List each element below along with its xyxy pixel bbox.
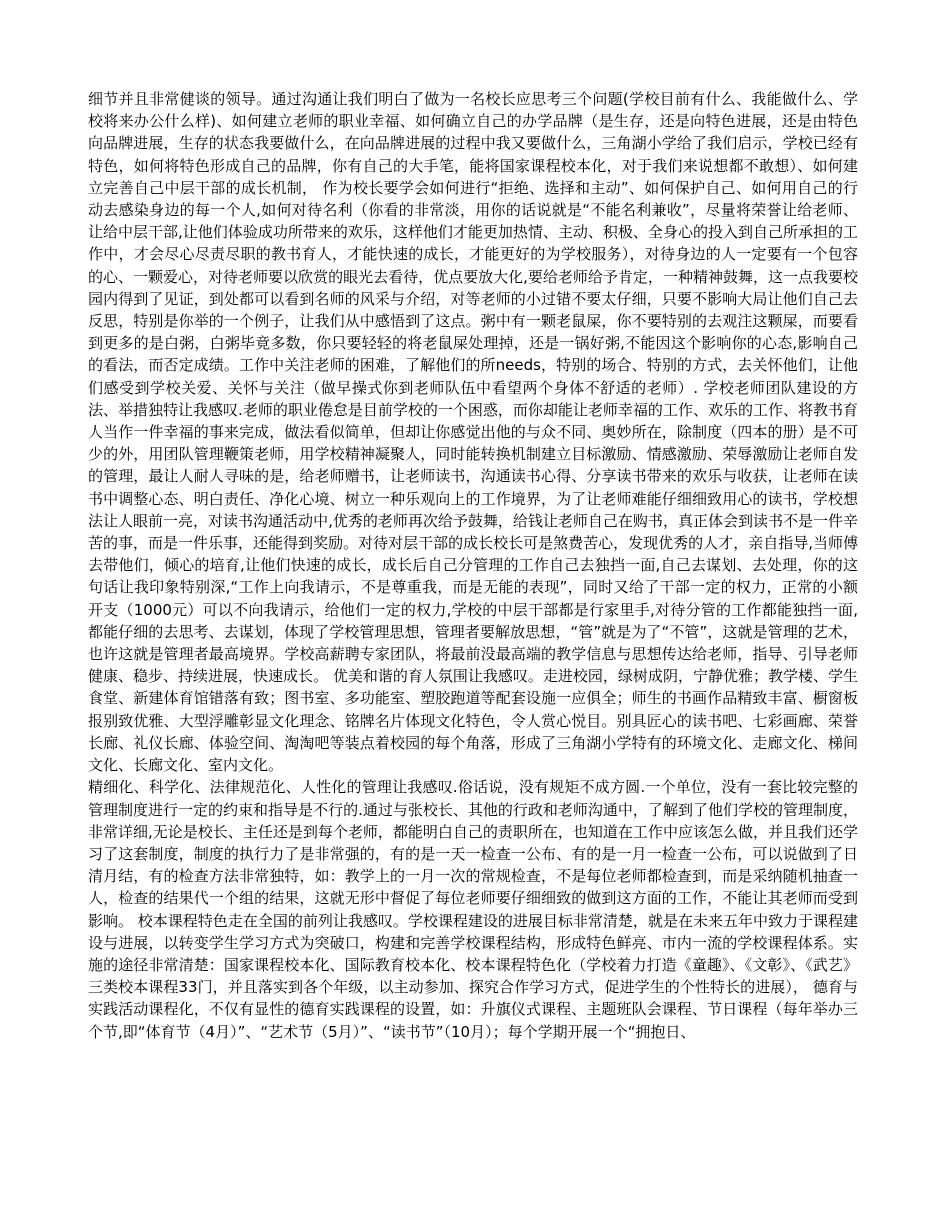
- body-paragraph-2: 精细化、科学化、法律规范化、人性化的管理让我感叹.俗话说，没有规矩不成方圆.一个单位，没有一套比较完整的管理制度进行一定的约束和指导是不行的.通过与张校长、其他的行政和老师沟通中，了解到了他们学校的管理制度，非常详细,无论是校长、主任还是到每个老师，都能明白自己的责职所在，也知道在工作中应该怎么做，并且我们还学习了这套制度，制度的执行力了是非常强的，有的是一天一检查一公布、有的是一月一检查一公布，可以说做到了日清月结，有的检查方法非常独特，如：教学上的一月一次的常规检查，不是每位老师都检查到，而是采纳随机抽查一人，检查的结果代一个组的结果，这就无形中督促了每位老师要仔细细致的做到这方面的工作，不能让其老师而受到影响。 校本课程特色走在全国的前列让我感叹。学校课程建设的进展目标非常清楚，就是在未来五年中致力于课程建设与进展，以转变学生学习方式为突破口，构建和完善学校课程结构，形成特色鲜亮、市内一流的学校课程体系。实施的途径非常清楚：国家课程校本化、国际教育校本化、校本课程特色化（学校着力打造《童趣》、《文彰》、《武艺》三类校本课程33门，并且落实到各个年级，以主动参加、探究合作学习方式，促进学生的个性特长的进展）， 德育与实践活动课程化，不仅有显性的德育实践课程的设置，如：升旗仪式课程、主题班队会课程、节日课程（每年举办三个节,即“体育节（4月）”、“艺术节（5月）”、“读书节”（10月）；每个学期开展一个“拥抱日、: [88, 778, 858, 1041]
- body-paragraph-1: 细节并且非常健谈的领导。通过沟通让我们明白了做为一名校长应思考三个问题(学校目前有什么、我能做什么、学校将来办公什么样)、如何建立老师的职业幸福、如何确立自己的办学品牌（是生存，还是向特色进展，还是由特色向品牌进展，生存的状态我要做什么，在向品牌进展的过程中我又要做什么，三角湖小学给了我们启示，学校已经有特色，如何将特色形成自己的品牌，你有自己的大手笔，能将国家课程校本化，对于我们来说想都不敢想）、如何建立完善自己中层干部的成长机制， 作为校长要学会如何进行“拒绝、选择和主动”、如何保护自己、如何用自己的行动去感染身边的每一个人,如何对待名利（你看的非常淡，用你的话说就是“不能名利兼收”，尽量将荣誉让给老师、让给中层干部,让他们体验成功所带来的欢乐，这样他们才能更加热情、主动、积极、全身心的投入到自己所承担的工作中，才会尽心尽责尽职的教书育人，才能快速的成长，才能更好的为学校服务），对待身边的人一定要有一个包容的心、一颗爱心，对待老师要以欣赏的眼光去看待，优点要放大化,要给老师给予肯定，一种精神鼓舞，这一点我要校园内得到了见证，到处都可以看到名师的风采与介绍，对等老师的小过错不要太仔细，只要不影响大局让他们自己去反思，特别是你举的一个例子，让我们从中感悟到了这点。粥中有一颗老鼠屎，你不要特别的去观注这颗屎，而要看到更多的是白粥，白粥毕竟多数，你只要轻轻的将老鼠屎处理掉，还是一锅好粥,不能因这个影响你的心态,影响自己的看法，而否定成绩。工作中关注老师的困难，了解他们的所needs，特别的场合、特别的方式，去关怀他们，让他们感受到学校关爱、关怀与关注（做早操式你到老师队伍中看望两个身体不舒适的老师）. 学校老师团队建设的方法、举措独特让我感叹.老师的职业倦怠是目前学校的一个困惑，而你却能让老师幸福的工作、欢乐的工作、将教书育人当作一件幸福的事来完成，做法看似简单，但却让你感觉出他的与众不同、奥妙所在，除制度（四本的册）是不可少的外，用团队管理鞭策老师，用学校精神凝聚人，同时能转换机制建立目标激励、情感激励、荣辱激励让老师自发的管理，最让人耐人寻味的是，给老师赠书，让老师读书，沟通读书心得、分享读书带来的欢乐与收获，让老师在读书中调整心态、明白责任、净化心境、树立一种乐观向上的工作境界，为了让老师难能仔细细致用心的读书，学校想法让人眼前一亮，对读书沟通活动中,优秀的老师再次给予鼓舞，给钱让老师自己在购书，真正体会到读书不是一件辛苦的事，而是一件乐事，还能得到奖励。对待对层干部的成长校长可是煞费苦心，发现优秀的人才，亲自指导,当师傅去带他们，倾心的培育,让他们快速的成长，成长后自己分管理的工作自己去独挡一面,自己去谋划、去处理，你的这句话让我印象特别深,“工作上向我请示，不是尊重我，而是无能的表现”，同时又给了干部一定的权力，正常的小额开支（1000元）可以不向我请示，给他们一定的权力,学校的中层干部都是行家里手,对待分管的工作都能独挡一面,都能仔细的去思考、去谋划，体现了学校管理思想，管理者要解放思想，“管”就是为了“不管”，这就是管理的艺术，也许这就是管理者最高境界。学校高薪聘专家团队，将最前没最高端的教学信息与思想传达给老师，指导、引导老师健康、稳步、持续进展，快速成长。 优美和谐的育人氛围让我感叹。走进校园，绿树成阴，宁静优雅；教学楼、学生食堂、新建体育馆错落有致；图书室、多功能室、塑胶跑道等配套设施一应俱全；师生的书画作品精致丰富、橱窗板报别致优雅、大型浮雕彰显文化理念、铭牌名片体现文化特色，令人赏心悦目。别具匠心的读书吧、七彩画廊、荣誉长廊、礼仪长廊、体验空间、淘淘吧等装点着校园的每个角落，形成了三角湖小学特有的环境文化、走廊文化、梯间文化、长廊文化、室内文化。: [88, 90, 858, 775]
- document-body: [88, 88, 858, 1043]
